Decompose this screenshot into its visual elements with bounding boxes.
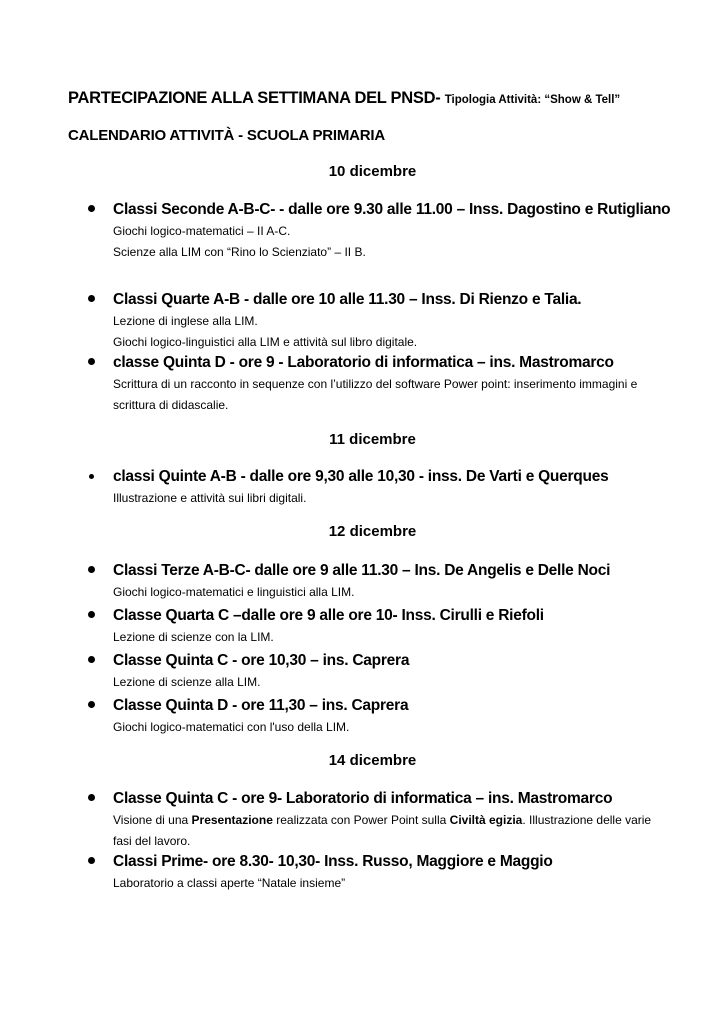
list-item — [113, 199, 673, 263]
item-heading: Classe Quinta C - ore 9- Laboratorio di informatica – ins. Mastromarco — [113, 790, 613, 807]
bullet-icon — [88, 656, 95, 663]
bullet-icon — [88, 295, 95, 302]
item-description: Lezione di scienze con la LIM. — [113, 630, 274, 644]
page-title — [68, 89, 620, 108]
list-item — [113, 466, 673, 509]
item-description: Visione di una Presentazione realizzata con Power Point sulla Civiltà egizia. Illustrazione delle varie fasi del lavoro. — [113, 813, 652, 848]
bold-text: Civiltà egizia — [449, 813, 523, 827]
item-heading: Classi Terze A-B-C- dalle ore 9 alle 11.30 – Ins. De Angelis e Delle Noci — [113, 562, 611, 579]
title-main: PARTECIPAZIONE ALLA SETTIMANA DEL PNSD- — [68, 89, 441, 107]
date-heading-11-dicembre: 11 dicembre — [329, 431, 416, 448]
date-heading-10-dicembre: 10 dicembre — [328, 163, 417, 180]
list-item — [113, 289, 673, 353]
date-heading-14-dicembre: 14 dicembre — [328, 752, 417, 769]
item-description: Giochi logico-matematici e linguistici alla LIM. — [113, 585, 355, 599]
list-item — [113, 560, 673, 603]
item-description: Laboratorio a classi aperte “Natale insieme” — [113, 876, 346, 890]
item-heading: Classi Seconde A-B-C- - dalle ore 9.30 alle 11.00 – Inss. Dagostino e Rutigliano — [113, 201, 671, 218]
bullet-icon — [89, 474, 94, 479]
item-heading: Classe Quarta C –dalle ore 9 alle ore 10- Inss. Cirulli e Riefoli — [113, 607, 544, 624]
item-description: Giochi logico-linguistici alla LIM e attività sul libro digitale. — [113, 335, 418, 349]
bullet-icon — [88, 794, 95, 801]
bullet-icon — [88, 857, 95, 864]
bold-text: Presentazione — [191, 813, 273, 827]
calendar-title: CALENDARIO ATTIVITÀ - SCUOLA PRIMARIA — [68, 127, 386, 144]
item-description: Giochi logico-matematici – II A-C. — [113, 224, 291, 238]
list-item — [113, 788, 673, 852]
item-heading: Classe Quinta D - ore 11,30 – ins. Caprera — [113, 697, 409, 714]
item-heading: classi Quinte A-B - dalle ore 9,30 alle 10,30 - inss. De Varti e Querques — [113, 468, 609, 485]
item-description: Scienze alla LIM con “Rino lo Scienziato” – II B. — [113, 245, 366, 259]
item-heading: Classi Quarte A-B - dalle ore 10 alle 11.30 – Inss. Di Rienzo e Talia. — [113, 291, 582, 308]
list-item — [113, 695, 673, 738]
item-heading: Classi Prime- ore 8.30- 10,30- Inss. Russo, Maggiore e Maggio — [113, 853, 553, 870]
list-item — [113, 650, 673, 693]
bullet-icon — [88, 358, 95, 365]
bullet-icon — [88, 205, 95, 212]
item-heading: classe Quinta D - ore 9 - Laboratorio di informatica – ins. Mastromarco — [113, 354, 614, 371]
item-description: Lezione di inglese alla LIM. — [113, 314, 258, 328]
item-description: Lezione di scienze alla LIM. — [113, 675, 261, 689]
list-item — [113, 851, 673, 894]
item-description: Giochi logico-matematici con l'uso della LIM. — [113, 720, 350, 734]
title-subtitle: Tipologia Attività: “Show & Tell” — [444, 94, 621, 106]
bullet-icon — [88, 701, 95, 708]
bullet-icon — [88, 611, 95, 618]
item-description: Illustrazione e attività sui libri digitali. — [113, 491, 307, 505]
item-description: Scrittura di un racconto in sequenze con l’utilizzo del software Power point: inserimento immagini e scrittura di didascalie. — [113, 377, 638, 412]
bullet-icon — [88, 566, 95, 573]
list-item — [113, 605, 673, 648]
list-item — [113, 352, 673, 416]
date-heading-12-dicembre: 12 dicembre — [328, 523, 417, 540]
item-heading: Classe Quinta C - ore 10,30 – ins. Caprera — [113, 652, 410, 669]
